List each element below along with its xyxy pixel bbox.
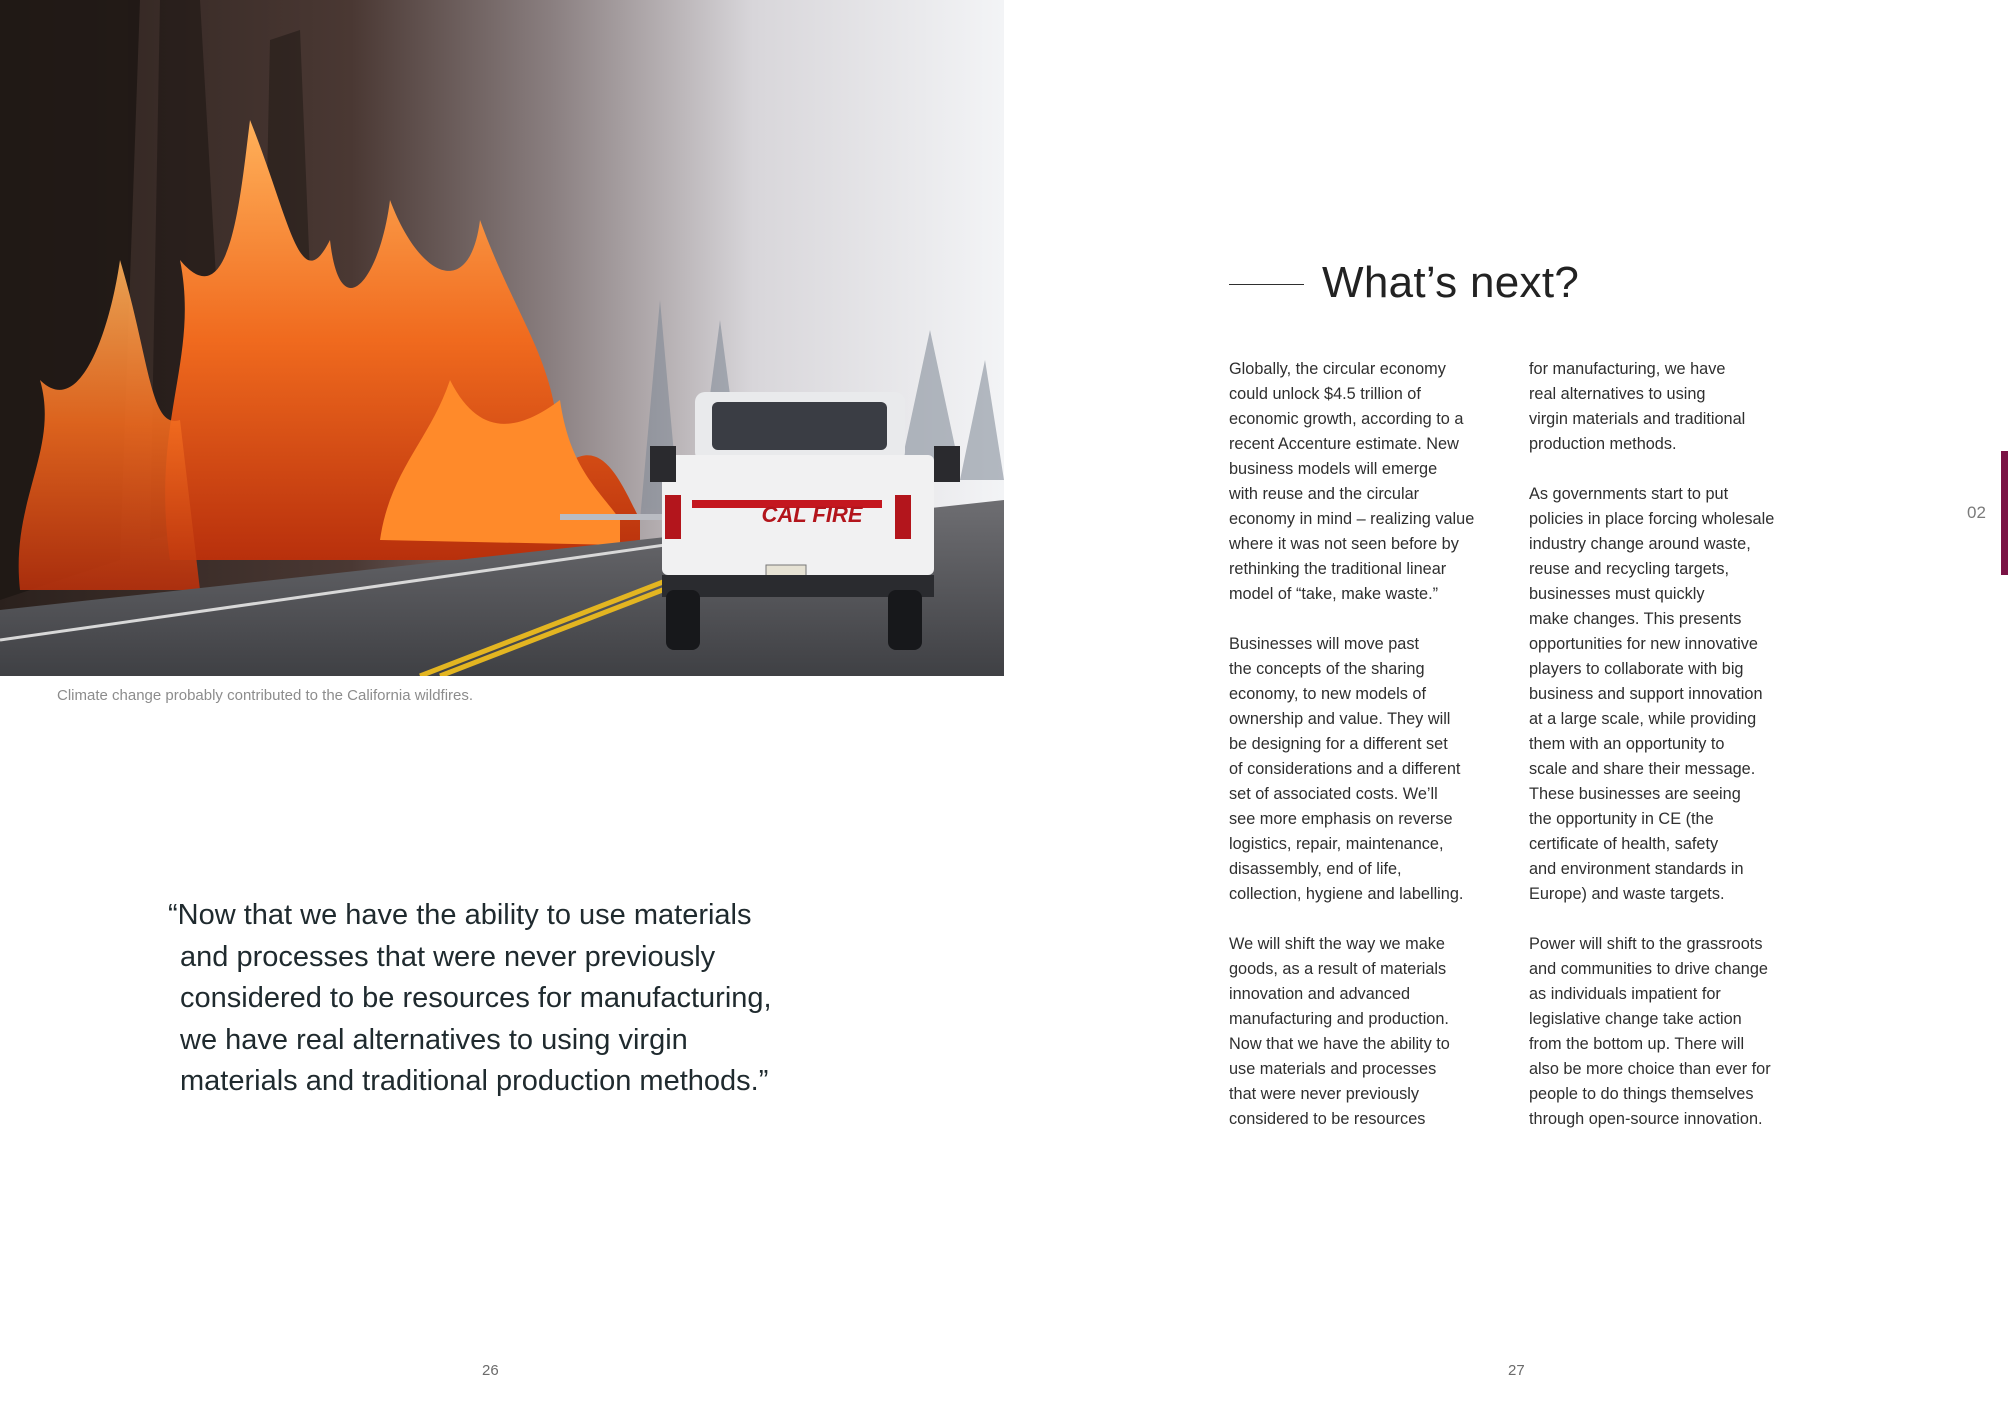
text-line: recent Accenture estimate. New — [1229, 435, 1459, 453]
text-line: rethinking the traditional linear — [1229, 560, 1447, 578]
photo-caption: Climate change probably contributed to the California wildfires. — [57, 687, 474, 704]
text-line: considered to be resources — [1229, 1110, 1426, 1128]
body-column-1 — [1229, 357, 1519, 1157]
text-line: people to do things themselves — [1529, 1085, 1754, 1103]
text-line: logistics, repair, maintenance, — [1229, 835, 1444, 853]
text-line: as individuals impatient for — [1529, 985, 1721, 1003]
text-line: policies in place forcing wholesale — [1529, 510, 1775, 528]
text-line: for manufacturing, we have — [1529, 360, 1726, 378]
text-line: ownership and value. They will — [1229, 710, 1451, 728]
text-line: Globally, the circular economy — [1229, 360, 1446, 378]
section-number: 02 — [1967, 503, 1986, 522]
wheel-right — [888, 590, 922, 650]
text-line: and communities to drive change — [1529, 960, 1768, 978]
paragraph — [1229, 357, 1519, 607]
quote-line: “Now that we have the ability to use materials — [168, 899, 752, 931]
text-line: of considerations and a different — [1229, 760, 1461, 778]
text-line: also be more choice than ever for — [1529, 1060, 1771, 1078]
text-line: with reuse and the circular — [1229, 485, 1420, 503]
text-line: Europe) and waste targets. — [1529, 885, 1725, 903]
text-line: economy in mind – realizing value — [1229, 510, 1475, 528]
text-line: certificate of health, safety — [1529, 835, 1719, 853]
pull-quote — [168, 895, 868, 1103]
text-line: Businesses will move past — [1229, 635, 1420, 653]
text-line: industry change around waste, — [1529, 535, 1751, 553]
text-line: see more emphasis on reverse — [1229, 810, 1453, 828]
page-number-right: 27 — [1508, 1362, 1525, 1379]
paragraph — [1529, 482, 1819, 907]
quote-line: we have real alternatives to using virgin — [180, 1023, 688, 1056]
text-line: scale and share their message. — [1529, 760, 1756, 778]
quote-line: and processes that were never previously — [180, 940, 716, 973]
text-line: business and support innovation — [1529, 685, 1763, 703]
text-line: As governments start to put — [1529, 485, 1729, 503]
text-line: use materials and processes — [1229, 1060, 1437, 1078]
text-line: goods, as a result of materials — [1229, 960, 1447, 978]
text-line: make changes. This presents — [1529, 610, 1742, 628]
paragraph — [1229, 632, 1519, 907]
paragraph — [1229, 932, 1519, 1132]
taillight-right — [895, 495, 911, 539]
wildfire-photo — [0, 0, 1004, 676]
body-column-2 — [1529, 357, 1819, 1157]
text-line: players to collaborate with big — [1529, 660, 1744, 678]
text-line: economic growth, according to a — [1229, 410, 1464, 428]
section-heading: What’s next? — [1322, 258, 1580, 307]
wheel-left — [666, 590, 700, 650]
text-line: We will shift the way we make — [1229, 935, 1445, 953]
text-line: could unlock $4.5 trillion of — [1229, 385, 1421, 403]
text-line: manufacturing and production. — [1229, 1010, 1449, 1028]
text-line: from the bottom up. There will — [1529, 1035, 1745, 1053]
text-line: that were never previously — [1229, 1085, 1420, 1103]
text-line: Power will shift to the grassroots — [1529, 935, 1763, 953]
truck-logo-text: CAL FIRE — [761, 502, 863, 527]
quote-line: materials and traditional production methods.” — [180, 1065, 769, 1097]
taillight-left — [665, 495, 681, 539]
section-tab-marker — [2001, 451, 2008, 575]
truck-rear-window — [712, 402, 887, 450]
text-line: the concepts of the sharing — [1229, 660, 1425, 678]
text-line: through open-source innovation. — [1529, 1110, 1763, 1128]
text-line: business models will emerge — [1229, 460, 1438, 478]
text-line: economy, to new models of — [1229, 685, 1426, 703]
text-line: model of “take, make waste.” — [1229, 585, 1439, 603]
text-line: opportunities for new innovative — [1529, 635, 1758, 653]
text-line: set of associated costs. We’ll — [1229, 785, 1438, 803]
text-line: at a large scale, while providing — [1529, 710, 1757, 728]
mirror-left — [650, 446, 676, 482]
text-line: These businesses are seeing — [1529, 785, 1741, 803]
text-line: be designing for a different set — [1229, 735, 1448, 753]
text-line: reuse and recycling targets, — [1529, 560, 1730, 578]
quote-line: considered to be resources for manufacturing, — [180, 982, 772, 1014]
heading-rule — [1229, 284, 1304, 285]
text-line: legislative change take action — [1529, 1010, 1742, 1028]
text-line: and environment standards in — [1529, 860, 1744, 878]
paragraph — [1529, 932, 1819, 1132]
text-line: Now that we have the ability to — [1229, 1035, 1450, 1053]
text-line: the opportunity in CE (the — [1529, 810, 1714, 828]
text-line: where it was not seen before by — [1229, 535, 1459, 553]
text-line: businesses must quickly — [1529, 585, 1705, 603]
text-line: innovation and advanced — [1229, 985, 1411, 1003]
text-line: disassembly, end of life, — [1229, 860, 1402, 878]
mirror-right — [934, 446, 960, 482]
text-line: real alternatives to using — [1529, 385, 1706, 403]
text-line: virgin materials and traditional — [1529, 410, 1746, 428]
page-number-left: 26 — [482, 1362, 499, 1379]
text-line: production methods. — [1529, 435, 1677, 453]
text-line: them with an opportunity to — [1529, 735, 1725, 753]
paragraph — [1529, 357, 1819, 457]
wildfire-illustration — [0, 0, 1004, 676]
text-line: collection, hygiene and labelling. — [1229, 885, 1464, 903]
